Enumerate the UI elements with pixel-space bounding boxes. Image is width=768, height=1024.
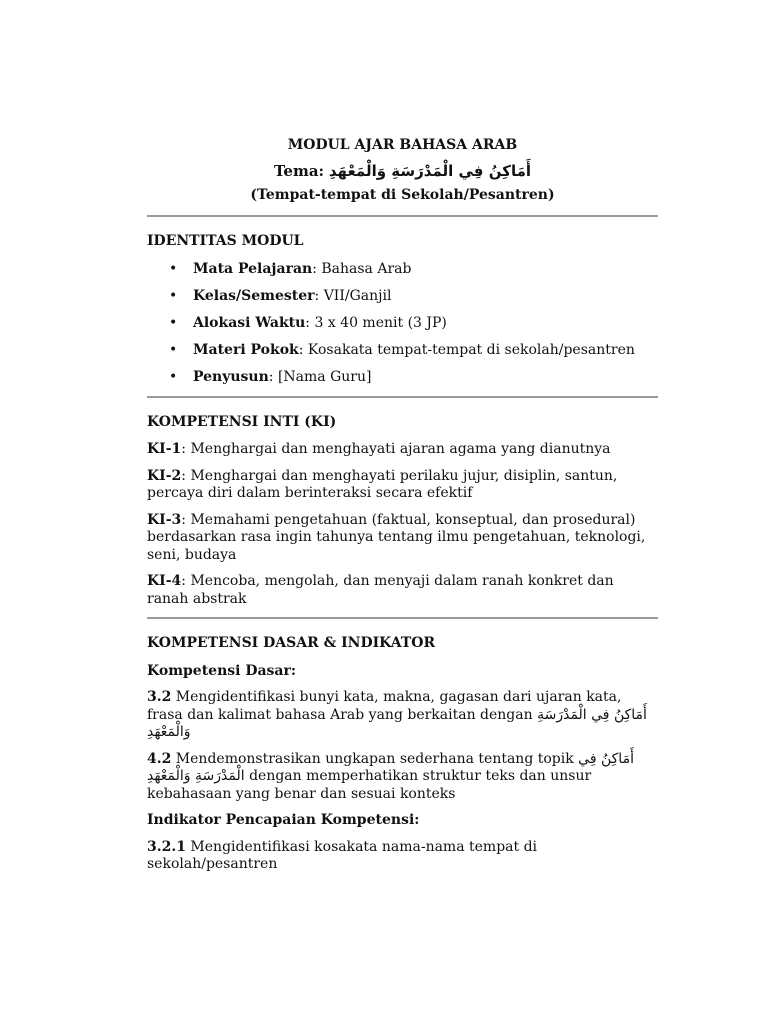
kd-key: 4.2: [147, 750, 172, 767]
divider-1: [147, 215, 658, 217]
ki-key: KI-4: [147, 573, 182, 589]
ki-text: : Menghargai dan menghayati perilaku jujur, disiplin, santun, percaya diri dalam berinteraksi secara efektif: [147, 467, 618, 501]
document-subtitle: (Tempat-tempat di Sekolah/Pesantren): [250, 186, 555, 203]
document-content: [147, 137, 658, 883]
identitas-value: : Bahasa Arab: [312, 260, 412, 277]
identitas-item: [147, 261, 658, 279]
kd-arabic: أَمَاكِنُ فِي الْمَدْرَسَةِ وَالْمَعْهَدِ: [147, 706, 647, 740]
ki-text: : Memahami pengetahuan (faktual, konseptual, dan prosedural) berdasarkan rasa ingin tahunya tentang ilmu pengetahuan, teknologi, seni, budaya: [147, 511, 646, 563]
identitas-item: [147, 369, 658, 387]
indikator-key: 3.2.1: [147, 838, 186, 855]
ki-text: : Menghargai dan menghayati ajaran agama yang dianutnya: [181, 441, 611, 457]
kompetensi-inti-section: [147, 414, 658, 609]
document-header: [147, 137, 658, 204]
kd-text: Mengidentifikasi bunyi kata, makna, gagasan dari ujaran kata, frasa dan kalimat bahasa Arab yang berkaitan dengan: [147, 689, 622, 723]
ki-item: [147, 573, 658, 608]
identitas-value: : VII/Ganjil: [314, 287, 392, 304]
bullet-icon: •: [169, 260, 178, 277]
kd-key: 3.2: [147, 689, 172, 705]
identitas-heading: IDENTITAS MODUL: [147, 233, 304, 249]
identitas-key: Mata Pelajaran: [193, 260, 313, 277]
kd-heading: KOMPETENSI DASAR & INDIKATOR: [147, 635, 436, 651]
identitas-list: [147, 261, 658, 387]
identitas-value: : 3 x 40 menit (3 JP): [305, 314, 447, 331]
ki-key: KI-2: [147, 467, 182, 484]
divider-3: [147, 617, 658, 619]
kd-item-4-2: [147, 751, 658, 804]
ki-key: KI-3: [147, 511, 182, 528]
bullet-icon: •: [169, 287, 178, 304]
indikator-heading: Indikator Pencapaian Kompetensi:: [147, 812, 420, 828]
ki-key: KI-1: [147, 441, 182, 457]
identitas-key: Penyusun: [193, 368, 269, 385]
ki-item: [147, 512, 658, 565]
identitas-key: Kelas/Semester: [193, 287, 315, 304]
tema-label: Tema:: [273, 161, 325, 180]
kd-arabic: أَمَاكِنُ فِي الْمَدْرَسَةِ وَالْمَعْهَدِ: [147, 750, 634, 784]
indikator-text: Mengidentifikasi kosakata nama-nama tempat di sekolah/pesantren: [147, 838, 538, 872]
identitas-item: [147, 288, 658, 306]
bullet-icon: •: [169, 368, 178, 385]
identitas-key: Alokasi Waktu: [193, 314, 306, 331]
bullet-icon: •: [169, 341, 178, 358]
identitas-value: : [Nama Guru]: [268, 368, 372, 385]
ki-item: [147, 468, 658, 503]
ki-text: : Mencoba, mengolah, dan menyaji dalam ranah konkret dan ranah abstrak: [147, 573, 614, 607]
tema-line: [147, 161, 658, 181]
indikator-item: [147, 839, 658, 874]
kd-subheading: Kompetensi Dasar:: [147, 662, 297, 679]
document-title: MODUL AJAR BAHASA ARAB: [287, 137, 518, 153]
identitas-item: [147, 315, 658, 333]
ki-heading: KOMPETENSI INTI (KI): [147, 413, 337, 430]
kompetensi-dasar-section: [147, 635, 658, 874]
identitas-key: Materi Pokok: [193, 341, 299, 358]
identitas-value: : Kosakata tempat-tempat di sekolah/pesantren: [298, 341, 635, 358]
bullet-icon: •: [169, 314, 178, 331]
kd-text-after: dengan memperhatikan struktur teks dan unsur kebahasaan yang benar dan sesuai konteks: [147, 768, 592, 802]
identitas-section: [147, 233, 658, 386]
divider-2: [147, 396, 658, 398]
identitas-item: [147, 342, 658, 360]
kd-item-3-2: [147, 689, 658, 742]
kd-text: Mendemonstrasikan ungkapan sederhana tentang topik: [171, 750, 579, 767]
ki-item: [147, 441, 658, 459]
tema-arabic: أَمَاكِنُ فِي الْمَدْرَسَةِ وَالْمَعْهَدِ: [328, 161, 532, 180]
